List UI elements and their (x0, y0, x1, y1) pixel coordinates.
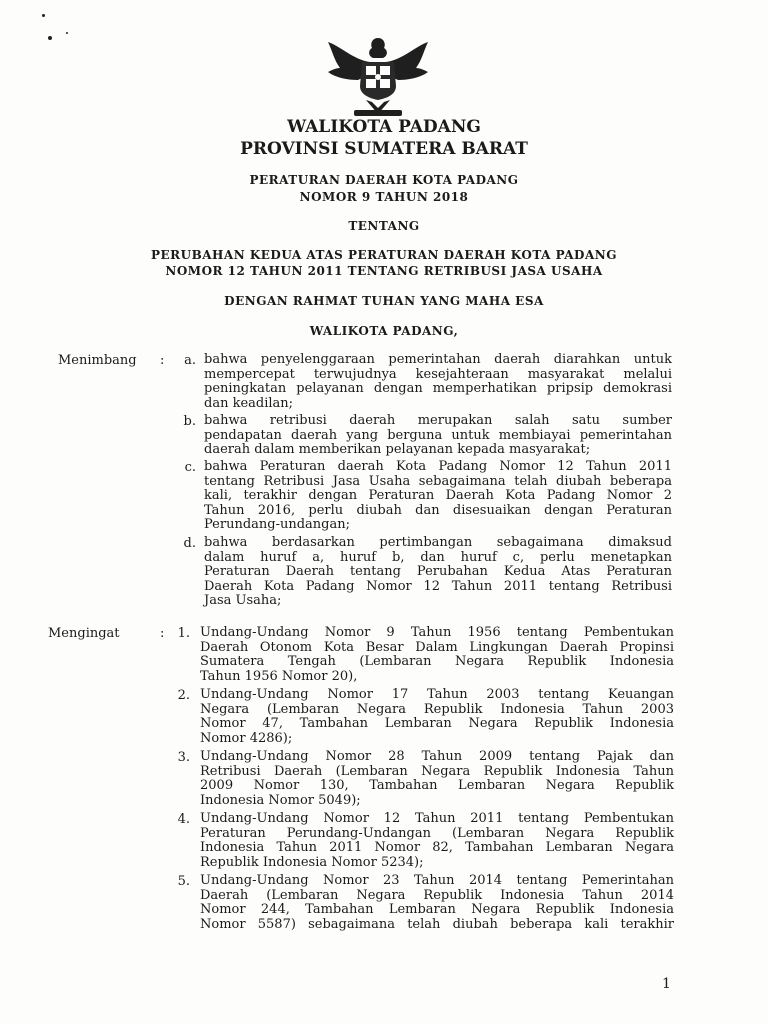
text-line: kali, terakhir dengan Peraturan Daerah Kota Padang Nomor 2 (204, 488, 672, 503)
text-line: Perundang-undangan; (204, 517, 350, 532)
header-title-walikota: WALIKOTA PADANG (287, 117, 481, 137)
page-number: 1 (662, 976, 671, 992)
text-line: Tahun 1956 Nomor 20), (200, 668, 358, 684)
text-line: Indonesia Nomor 5049); (200, 792, 361, 808)
text-line: Undang-Undang Nomor 23 Tahun 2014 tentang Pemerintahan (200, 873, 674, 888)
mengingat-item-1 (200, 626, 674, 684)
text-line: Jasa Usaha; (204, 593, 282, 608)
text-line: dan keadilan; (204, 395, 294, 411)
mengingat-item-5 (200, 874, 674, 932)
mengingat-marker-4: 4. (177, 812, 190, 827)
text-line: pendapatan daerah yang berguna untuk membiayai pemerintahan (204, 427, 672, 443)
menimbang-colon: : (160, 353, 165, 368)
menimbang-marker-b: b. (183, 414, 196, 429)
text-line: Negara (Lembaran Negara Republik Indonesia Tahun 2003 (200, 701, 674, 717)
menimbang-item-a (204, 353, 672, 411)
mengingat-marker-3: 3. (177, 750, 190, 765)
text-line: mempercepat terwujudnya kesejahteraan masyarakat melalui (204, 366, 672, 382)
menimbang-label: Menimbang (58, 353, 137, 368)
text-line: Tahun 2016, perlu diubah dan disesuaikan dengan Peraturan (204, 502, 672, 518)
scan-speck (42, 14, 45, 17)
mengingat-marker-5: 5. (177, 874, 190, 889)
mengingat-marker-2: 2. (177, 688, 190, 703)
text-line: Undang-Undang Nomor 28 Tahun 2009 tentang Pajak dan (200, 749, 674, 764)
header-rahmat: DENGAN RAHMAT TUHAN YANG MAHA ESA (224, 294, 544, 308)
text-line: Peraturan Perundang-Undangan (Lembaran Negara Republik (200, 825, 674, 841)
menimbang-marker-c: c. (184, 460, 196, 475)
mengingat-label: Mengingat (48, 626, 120, 641)
text-line: 2009 Nomor 130, Tambahan Lembaran Negara Republik (200, 778, 674, 793)
text-line: Nomor 47, Tambahan Lembaran Negara Republik Indonesia (200, 716, 674, 731)
header-subject-line1: PERUBAHAN KEDUA ATAS PERATURAN DAERAH KOTA PADANG (150, 248, 617, 262)
text-line: Indonesia Tahun 2011 Nomor 82, Tambahan Lembaran Negara (200, 840, 674, 855)
text-line: Nomor 244, Tambahan Lembaran Negara Republik Indonesia (200, 902, 674, 917)
text-line: Nomor 5587) sebagaimana telah diubah beberapa kali terakhir (200, 916, 674, 932)
text-line: Republik Indonesia Nomor 5234); (200, 854, 424, 870)
text-line: daerah dalam memberikan pelayanan kepada masyarakat; (204, 442, 591, 457)
text-line: bahwa penyelenggaraan pemerintahan daerah diarahkan untuk (204, 352, 672, 367)
header-regulation-number: NOMOR 9 TAHUN 2018 (299, 190, 469, 204)
text-line: Undang-Undang Nomor 12 Tahun 2011 tentang Pembentukan (200, 811, 674, 826)
text-line: tentang Retribusi Jasa Usaha sebagaimana telah diubah beberapa (204, 473, 672, 489)
header-regulation-type: PERATURAN DAERAH KOTA PADANG (249, 173, 519, 187)
text-line: Undang-Undang Nomor 9 Tahun 1956 tentang Pembentukan (200, 625, 674, 640)
text-line: Nomor 4286); (200, 730, 293, 746)
text-line: Retribusi Daerah (Lembaran Negara Republik Indonesia Tahun (200, 763, 674, 779)
text-line: Sumatera Tengah (Lembaran Negara Republik Indonesia (200, 654, 674, 669)
menimbang-marker-d: d. (183, 536, 196, 551)
header-title-provinsi: PROVINSI SUMATERA BARAT (240, 139, 528, 159)
mengingat-item-3 (200, 750, 674, 808)
text-line: bahwa berdasarkan pertimbangan sebagaimana dimaksud (204, 535, 672, 550)
menimbang-item-b (204, 414, 672, 458)
mengingat-colon: : (160, 626, 165, 641)
header-walikota-padang: WALIKOTA PADANG, (309, 324, 459, 338)
text-line: peningkatan pelayanan dengan memperhatikan pripsip demokrasi (204, 381, 672, 396)
mengingat-item-4 (200, 812, 674, 870)
text-line: bahwa retribusi daerah merupakan salah satu sumber (204, 413, 672, 428)
text-line: dalam huruf a, huruf b, dan huruf c, perlu menetapkan (204, 549, 672, 565)
mengingat-marker-1: 1. (177, 626, 190, 641)
menimbang-item-c (204, 460, 672, 533)
garuda-emblem-icon (318, 32, 438, 120)
text-line: Daerah Kota Padang Nomor 12 Tahun 2011 tentang Retribusi (204, 578, 672, 594)
text-line: Peraturan Daerah tentang Perubahan Kedua Atas Peraturan (204, 564, 672, 579)
mengingat-item-2 (200, 688, 674, 746)
text-line: Daerah (Lembaran Negara Republik Indonesia Tahun 2014 (200, 887, 674, 903)
menimbang-marker-a: a. (184, 353, 196, 368)
scan-speck (48, 36, 52, 40)
text-line: Daerah Otonom Kota Besar Dalam Lingkungan Daerah Propinsi (200, 639, 674, 655)
menimbang-item-d (204, 536, 672, 609)
text-line: Undang-Undang Nomor 17 Tahun 2003 tentang Keuangan (200, 687, 674, 702)
header-tentang: TENTANG (348, 219, 420, 233)
text-line: bahwa Peraturan daerah Kota Padang Nomor 12 Tahun 2011 (204, 459, 672, 474)
scan-speck (66, 32, 68, 34)
header-subject-line2: NOMOR 12 TAHUN 2011 TENTANG RETRIBUSI JASA USAHA (165, 264, 603, 278)
